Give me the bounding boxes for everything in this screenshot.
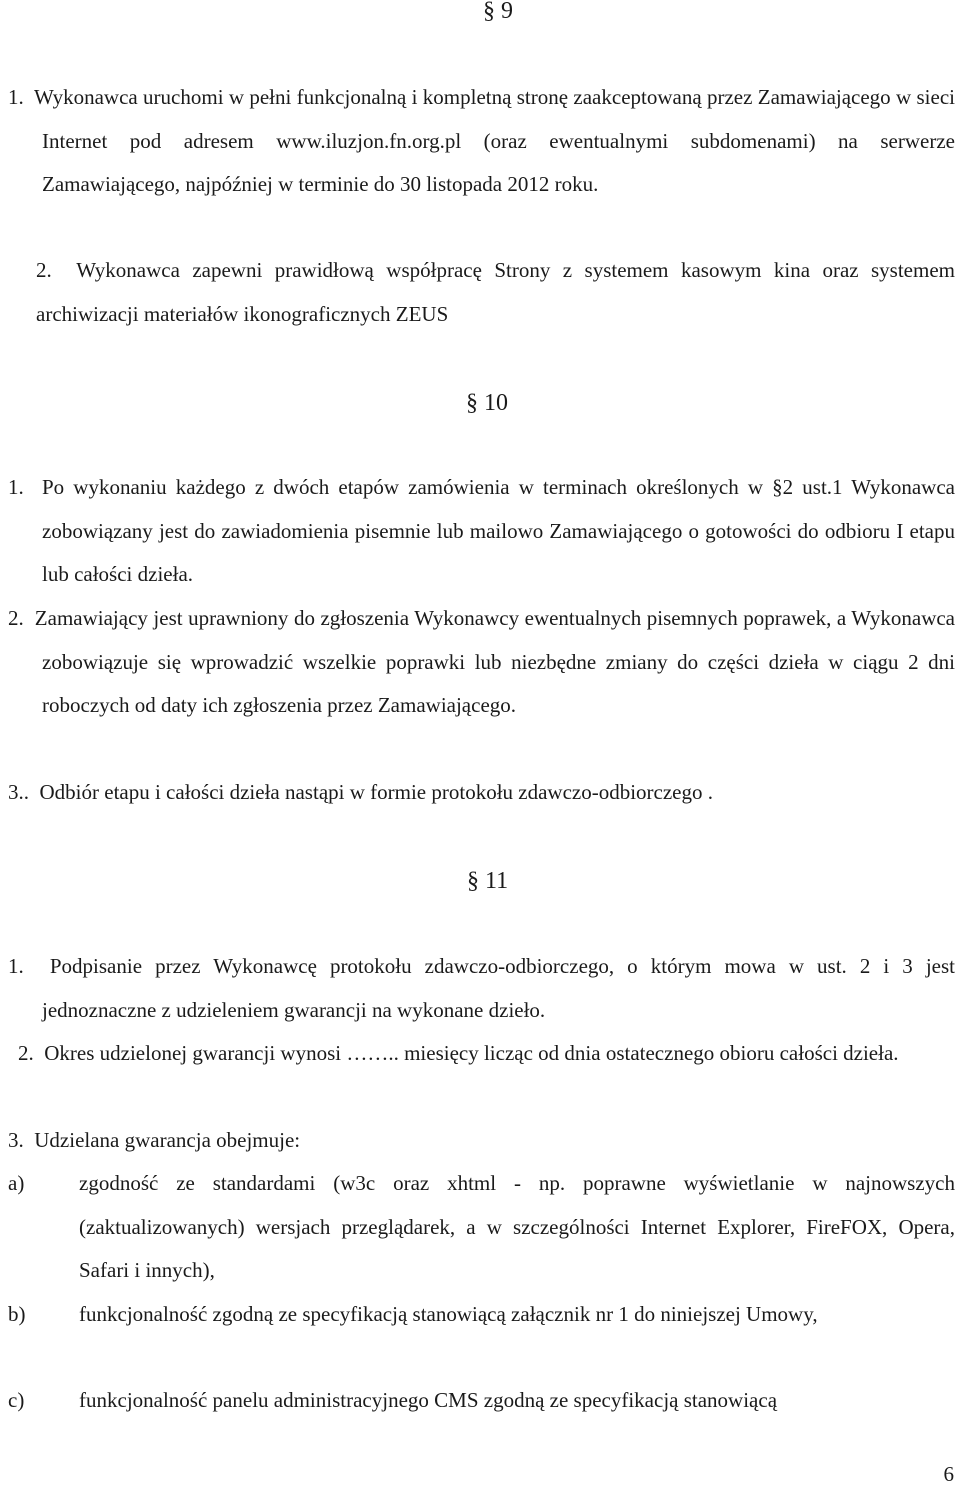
paragraph-10-1 bbox=[8, 466, 955, 597]
paragraph-11-3 bbox=[8, 1119, 955, 1163]
paragraph-10-3 bbox=[8, 771, 955, 815]
paragraph-10-2 bbox=[8, 597, 955, 728]
paragraph-text: Zamawiający jest uprawniony do zgłoszenia Wykonawcy ewentualnych pisemnych poprawek, a Wykonawca zobowiązuje się wprowadzić wszelkie poprawki lub niezbędne zmiany do części dzieła w ciągu 2 dni roboczych od daty ich zgłoszenia przez Zamawiającego. bbox=[34, 606, 955, 718]
list-text: zgodność ze standardami (w3c oraz xhtml - np. poprawne wyświetlanie w najnowszych (zaktualizowanych) wersjach przeglądarek, a w szczególności Internet Explorer, FireFOX, Opera, Safari i innych), bbox=[79, 1171, 955, 1283]
paragraph-text: Podpisanie przez Wykonawcę protokołu zdawczo-odbiorczego, o którym mowa w ust. 2 i 3 jest jednoznaczne z udzieleniem gwarancji na wykonane dzieło. bbox=[42, 954, 955, 1022]
paragraph-9-2 bbox=[36, 249, 955, 336]
paragraph-text: Wykonawca uruchomi w pełni funkcjonalną i kompletną stronę zaakceptowaną przez Zamawiającego w sieci Internet pod adresem www.iluzjon.fn.org.pl (oraz ewentualnymi subdomenami) na serwerze Zamawiającego, najpóźniej w terminie do 30 listopada 2012 roku. bbox=[34, 85, 955, 197]
paragraph-number: 3. bbox=[8, 1128, 24, 1152]
paragraph-number: 2. bbox=[36, 258, 52, 282]
paragraph-number: 2. bbox=[8, 606, 24, 630]
paragraph-text: Odbiór etapu i całości dzieła nastąpi w formie protokołu zdawczo-odbiorczego . bbox=[39, 780, 714, 804]
list-letter: c) bbox=[8, 1388, 25, 1412]
paragraph-text: Okres udzielonej gwarancji wynosi …….. miesięcy licząc od dnia ostatecznego obioru całości dzieła. bbox=[44, 1041, 899, 1065]
paragraph-number: 3.. bbox=[8, 780, 29, 804]
section-heading-11: § 11 bbox=[467, 868, 509, 894]
section-heading-10: § 10 bbox=[466, 390, 508, 416]
paragraph-text: Wykonawca zapewni prawidłową współpracę Strony z systemem kasowym kina oraz systemem archiwizacji materiałów ikonograficznych ZEUS bbox=[36, 258, 955, 326]
list-letter: b) bbox=[8, 1302, 26, 1326]
paragraph-11-2 bbox=[8, 1032, 955, 1076]
paragraph-number: 1. bbox=[8, 475, 24, 499]
page-number: 6 bbox=[943, 1462, 954, 1486]
paragraph-text: Udzielana gwarancja obejmuje: bbox=[34, 1128, 301, 1152]
paragraph-number: 2. bbox=[18, 1041, 34, 1065]
list-item-a bbox=[8, 1162, 955, 1293]
list-item-b bbox=[8, 1293, 955, 1337]
paragraph-9-1 bbox=[8, 76, 955, 207]
section-heading-9: § 9 bbox=[483, 0, 513, 24]
paragraph-number: 1. bbox=[8, 85, 24, 109]
list-text: funkcjonalność panelu administracyjnego CMS zgodną ze specyfikacją stanowiącą bbox=[79, 1388, 778, 1412]
paragraph-text: Po wykonaniu każdego z dwóch etapów zamówienia w terminach określonych w §2 ust.1 Wykonawca zobowiązany jest do zawiadomienia pisemnie lub mailowo Zamawiającego o gotowości do odbioru I etapu lub całości dzieła. bbox=[42, 475, 955, 587]
paragraph-number: 1. bbox=[8, 954, 24, 978]
list-letter: a) bbox=[8, 1171, 25, 1195]
paragraph-11-1 bbox=[8, 945, 955, 1032]
list-text: funkcjonalność zgodną ze specyfikacją stanowiącą załącznik nr 1 do niniejszej Umowy, bbox=[79, 1302, 818, 1326]
list-item-c bbox=[8, 1379, 955, 1423]
